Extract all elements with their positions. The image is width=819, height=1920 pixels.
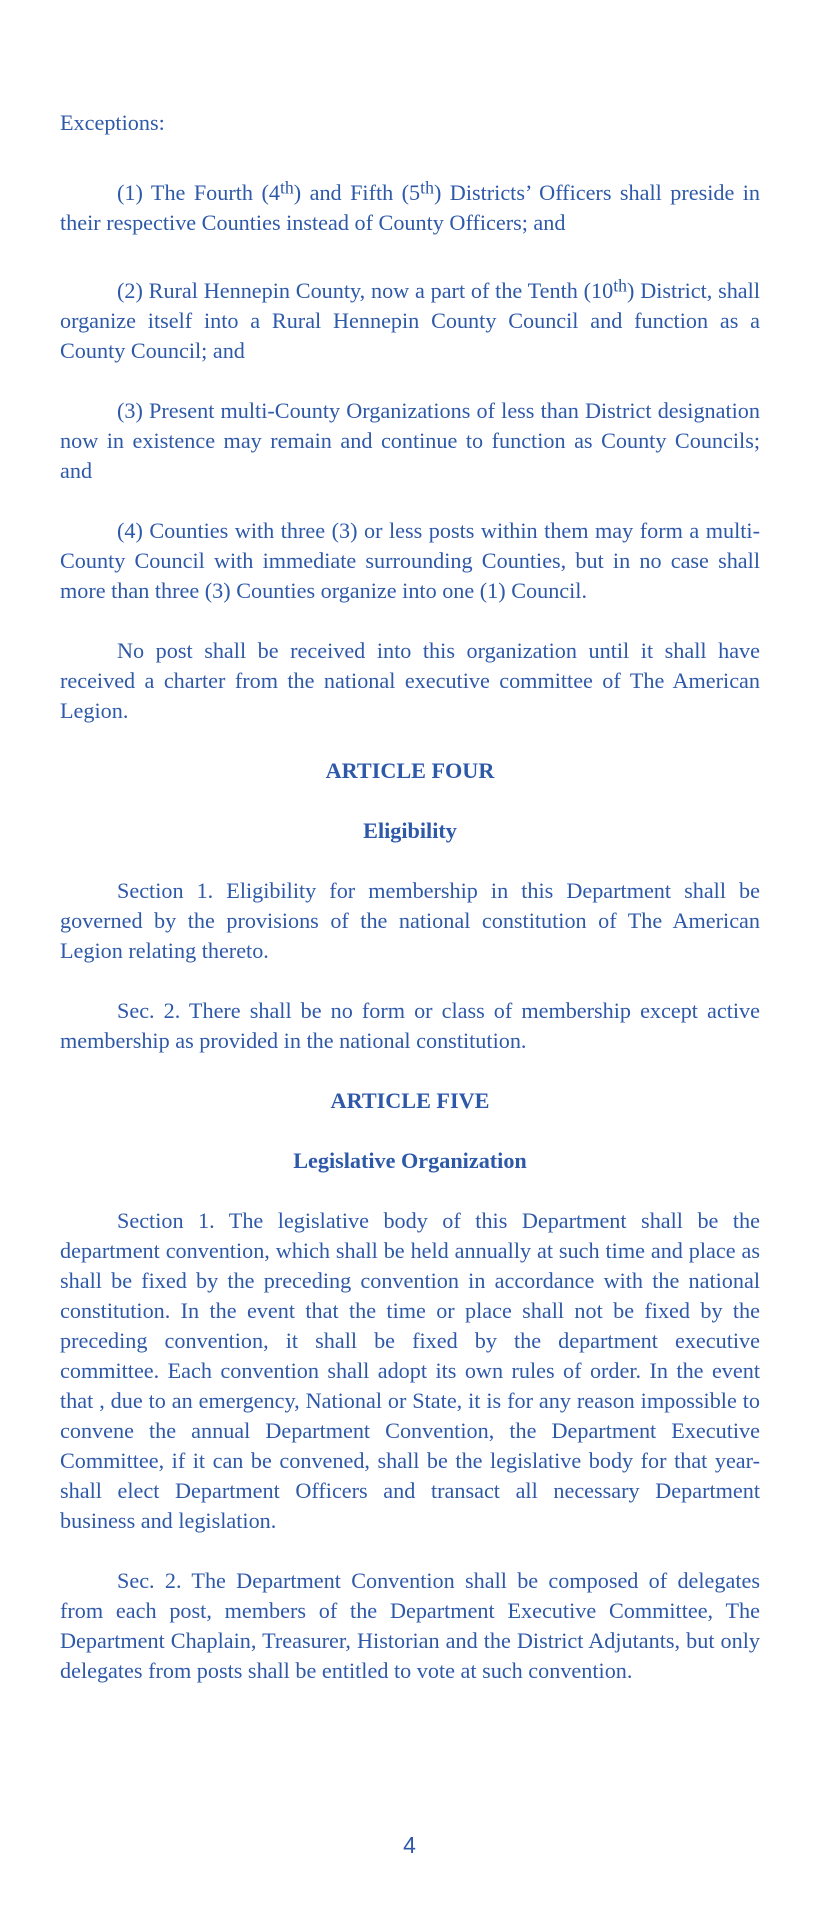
- page-number: 4: [403, 1832, 416, 1858]
- exception-item-1: [60, 178, 760, 238]
- exception-item-3: (3) Present multi-County Organizations of less than District designation now in existence may remain and continue to function as County Councils; and: [60, 398, 760, 483]
- charter-paragraph: No post shall be received into this organization until it shall have received a charter from the national executive committee of The American Legion.: [60, 638, 760, 723]
- exception-1-sup-b: th: [420, 177, 434, 198]
- exception-1-text-c: ) Districts’ Officers shall preside in their respective Counties instead of County Officers; and: [60, 180, 761, 235]
- exception-1-text-a: (1) The Fourth (4: [117, 180, 280, 205]
- article-four-title: ARTICLE FOUR: [325, 758, 495, 783]
- article-five-section-2: Sec. 2. The Department Convention shall be composed of delegates from each post, members of the Department Executive Committee, The Department Chaplain, Treasurer, Historian and the District Adjutants, but only delegates from posts shall be entitled to vote at such convention.: [60, 1568, 760, 1683]
- article-four-subtitle: Eligibility: [363, 818, 457, 843]
- article-four-section-1: Section 1. Eligibility for membership in this Department shall be governed by the provisions of the national constitution of The American Legion relating thereto.: [60, 878, 760, 963]
- exception-item-2: [60, 276, 760, 366]
- exception-1-text-b: ) and Fifth (5: [293, 180, 421, 205]
- exception-1-sup-a: th: [279, 177, 294, 198]
- exception-2-sup-a: th: [613, 275, 628, 296]
- document-page: [60, 108, 760, 1686]
- article-four-section-2: Sec. 2. There shall be no form or class of membership except active membership as provided in the national constitution.: [60, 998, 760, 1053]
- exception-2-text-b: ) District, shall organize itself into a Rural Hennepin County Council and function as a County Council; and: [60, 278, 760, 363]
- article-five-section-1: Section 1. The legislative body of this Department shall be the department convention, which shall be held annually at such time and place as shall be fixed by the preceding convention in accordance with the national constitution. In the event that the time or place shall not be fixed by the preceding convention, it shall be fixed by the department executive committee. Each convention shall adopt its own rules of order. In the event that , due to an emergency, National or State, it is for any reason impossible to convene the annual Department Convention, the Department Executive Committee, if it can be convened, shall be the legislative body for that year-shall elect Department Officers and transact all necessary Department business and legislation.: [60, 1208, 760, 1533]
- article-five-subtitle: Legislative Organization: [293, 1148, 527, 1173]
- exceptions-label: Exceptions:: [60, 110, 165, 135]
- article-five-title: ARTICLE FIVE: [330, 1088, 490, 1113]
- exception-item-4: (4) Counties with three (3) or less posts within them may form a multi-County Council with immediate surrounding Counties, but in no case shall more than three (3) Counties organize into one (1) Council.: [60, 518, 760, 603]
- exception-2-text-a: (2) Rural Hennepin County, now a part of the Tenth (10: [117, 278, 614, 303]
